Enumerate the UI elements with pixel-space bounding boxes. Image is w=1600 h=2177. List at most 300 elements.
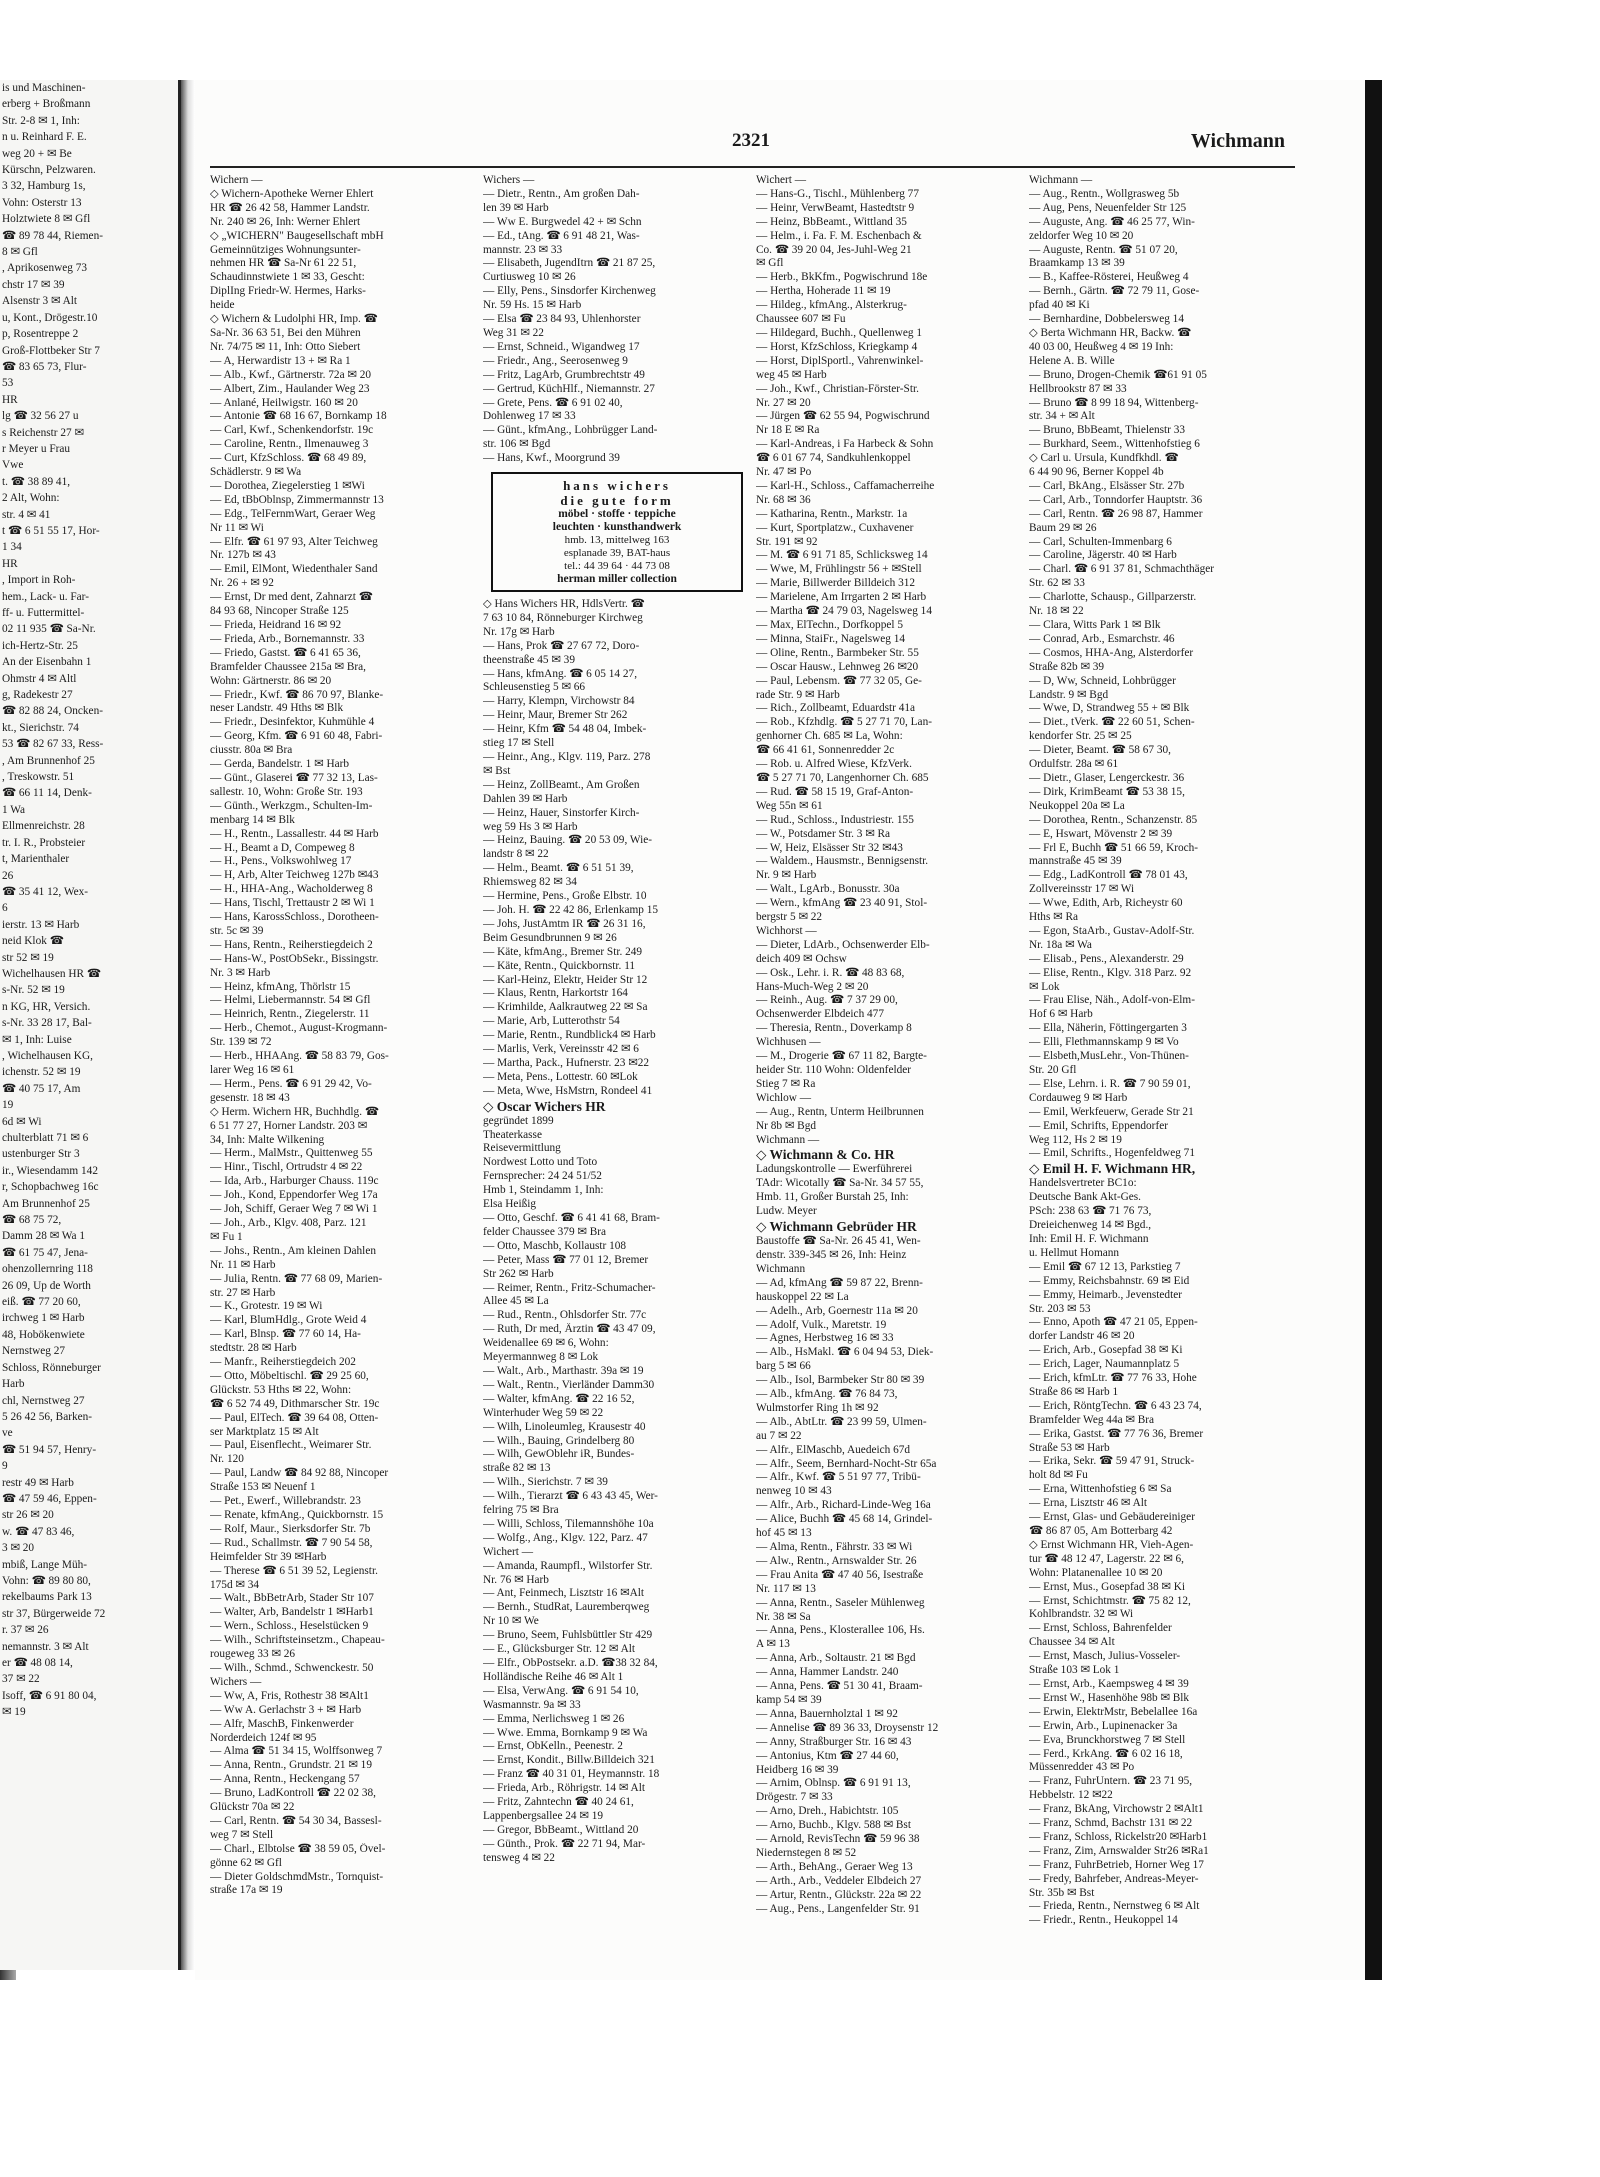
directory-entry: — Auguste, Ang. ☎ 46 25 77, Win- (1029, 215, 1195, 228)
directory-entry: straße 82 ✉ 13 (483, 1462, 551, 1475)
directory-entry: — Frau Elise, Näh., Adolf-von-Elm- (1029, 994, 1195, 1007)
directory-entry: felring 75 ✉ Bra (483, 1504, 559, 1517)
directory-entry: — Wwe, M, Frühlingstr 56 + ✉Stell (756, 563, 922, 576)
directory-entry: ◇ Wichern-Apotheke Werner Ehlert (210, 187, 374, 200)
directory-entry: — Arth., BehAng., Geraer Weg 13 (756, 1860, 913, 1873)
directory-entry: — Elfr., ObPostsekr. a.D. ☎38 32 84, (483, 1657, 658, 1669)
directory-entry: — B., Kaffee-Rösterei, Heußweg 4 (1029, 271, 1189, 284)
page-header (195, 130, 1285, 156)
directory-entry: Nr. 59 Hs. 15 ✉ Harb (483, 299, 582, 312)
directory-entry: — Erwin, Arb., Lupinenacker 3a (1029, 1719, 1178, 1732)
directory-entry: — Ww E. Burgwedel 42 + ✉ Schn (483, 215, 642, 228)
directory-entry: Nr 18 E ✉ Ra (756, 424, 820, 437)
directory-entry: — Friedr., Rentn., Heukoppel 14 (1029, 1914, 1178, 1927)
directory-entry: — Ed., tAng. ☎ 6 91 48 21, Was- (483, 229, 640, 242)
fragment-line: Vohn: ☎ 89 80 80, (2, 1574, 91, 1587)
directory-entry: Ludw. Meyer (756, 1205, 817, 1218)
directory-entry: gönne 62 ✉ Gfl (210, 1856, 282, 1869)
directory-entry: — Alfr., Arb., Richard-Linde-Weg 16a (756, 1499, 931, 1512)
directory-entry: menbarg 14 ✉ Blk (210, 813, 295, 826)
directory-entry: 34, Inh: Malte Wilkening (210, 1133, 325, 1146)
directory-entry: Nr. 120 (210, 1453, 244, 1466)
directory-entry: ◇ Herm. Wichern HR, Buchhdlg. ☎ (210, 1105, 379, 1118)
directory-entry: tensweg 4 ✉ 22 (483, 1851, 555, 1864)
directory-entry: bergstr 5 ✉ 22 (756, 911, 823, 924)
directory-entry: ✉ Fu 1 (210, 1230, 243, 1243)
directory-entry: — Rob. u. Alfred Wiese, KfzVerk. (756, 758, 912, 771)
directory-entry: — Rolf, Maur., Sierksdorfer Str. 7b (210, 1522, 371, 1535)
directory-entry: — Egon, StaArb., Gustav-Adolf-Str. (1029, 924, 1195, 937)
directory-entry: Hths ✉ Ra (1029, 911, 1079, 924)
directory-entry: str. 27 ✉ Harb (210, 1286, 276, 1299)
fragment-line: s-Nr. 33 28 17, Bal- (2, 1017, 92, 1030)
directory-entry: — W, Heiz, Elsässer Str 32 ✉43 (756, 841, 903, 854)
directory-entry: Rhiemsweg 82 ✉ 34 (483, 876, 577, 889)
directory-entry: — Wern., kfmAng ☎ 23 40 91, Stol- (756, 897, 928, 910)
fragment-line: weg 20 + ✉ Be (2, 147, 72, 160)
directory-entry: — M. ☎ 6 91 71 85, Schlicksweg 14 (756, 549, 928, 562)
directory-entry: — H., Rentn., Lassallestr. 44 ✉ Harb (210, 827, 379, 840)
directory-entry: PSch: 238 63 ☎ 71 76 73, (1029, 1205, 1152, 1218)
directory-entry: — Franz, FuhrUntern. ☎ 23 71 95, (1029, 1775, 1193, 1788)
directory-entry: — Charl., Elbtolse ☎ 38 59 05, Övel- (210, 1842, 386, 1855)
directory-entry: — Frau Anita ☎ 47 40 56, Isestraße (756, 1568, 924, 1581)
directory-entry: — Bruno, Seem, Fuhlsbüttler Str 429 (483, 1629, 653, 1642)
directory-entry: Gemeinnütziges Wohnungsunter- (210, 243, 361, 256)
directory-entry: — Alfr., Kwf. ☎ 5 51 97 77, Tribü- (756, 1471, 921, 1484)
directory-entry: — Renate, kfmAng., Quickbornstr. 15 (210, 1509, 384, 1521)
directory-entry: ☎ 6 52 74 49, Dithmarscher Str. 19c (210, 1397, 380, 1410)
fragment-line: 1 Wa (2, 803, 26, 816)
directory-entry: theenstraße 45 ✉ 39 (483, 653, 575, 666)
fragment-line: tr. I. R., Probsteier (2, 836, 86, 849)
directory-entry: — Manfr., Reiherstiegdeich 202 (210, 1356, 356, 1369)
directory-entry: ◇ Wichern & Ludolphi HR, Imp. ☎ (210, 313, 378, 326)
directory-entry: — Horst, DiplSportl., Vahrenwinkel- (756, 354, 924, 367)
fragment-line: HR (2, 393, 18, 406)
directory-entry: Zollvereinsstr 17 ✉ Wi (1029, 883, 1135, 896)
directory-entry: deich 409 ✉ Ochsw (756, 952, 847, 965)
directory-entry: 7 63 10 84, Rönneburger Kirchweg (483, 611, 643, 624)
directory-entry: — Wwe, D, Strandweg 55 + ✉ Blk (1029, 702, 1190, 715)
directory-entry: felder Chaussee 379 ✉ Bra (483, 1225, 607, 1238)
directory-entry: — Else, Lehrn. i. R. ☎ 7 90 59 01, (1029, 1077, 1191, 1090)
advertisement-line: hmb. 13, mittelweg 163 (564, 534, 670, 547)
directory-entry: 6 51 77 27, Horner Landstr. 203 ✉ (210, 1119, 368, 1132)
directory-entry: rougeweg 33 ✉ 26 (210, 1648, 296, 1661)
directory-entry: neser Landstr. 49 Hths ✉ Blk (210, 702, 344, 715)
surname-heading: Wichers — (483, 174, 535, 186)
directory-entry: pfad 40 ✉ Ki (1029, 299, 1090, 312)
fragment-line: 8 ✉ Gfl (2, 246, 38, 259)
directory-entry: gegründet 1899 (483, 1114, 554, 1127)
fragment-line: u, Kont., Drögestr.10 (2, 311, 98, 324)
directory-entry: — Harry, Klempn, Virchowstr 84 (483, 695, 635, 708)
directory-column-4 (1029, 174, 1297, 1928)
advertisement-line: herman miller collection (557, 573, 677, 586)
directory-entry: — Emmy, Reichsbahnstr. 69 ✉ Eid (1029, 1274, 1190, 1287)
advertisement-line: möbel · stoffe · teppiche (558, 508, 676, 521)
fragment-line: chulterblatt 71 ✉ 6 (2, 1132, 89, 1144)
directory-entry: — Karl, Blnsp. ☎ 77 60 14, Ha- (210, 1328, 361, 1341)
directory-entry: — Diet., tVerk. ☎ 22 60 51, Schen- (1029, 716, 1195, 729)
directory-entry: Str 262 ✉ Harb (483, 1267, 554, 1280)
directory-entry: — Elly, Pens., Sinsdorfer Kirchenweg (483, 285, 656, 298)
directory-entry: denstr. 339-345 ✉ 26, Inh: Heinz (756, 1248, 907, 1261)
directory-entry: — Rich., Zollbeamt, Eduardstr 41a (756, 702, 916, 715)
directory-entry: — Anna, Pens., Klosterallee 106, Hs. (756, 1624, 925, 1637)
directory-entry: — Emil, Schrifts., Hogenfeldweg 71 (1029, 1147, 1195, 1160)
directory-entry: Wichmann (756, 1262, 806, 1275)
directory-entry: Neukoppel 20a ✉ La (1029, 799, 1125, 812)
directory-entry: ✉ Lok (1029, 980, 1060, 993)
directory-entry: — Wilh., Tierarzt ☎ 6 43 43 45, Wer- (483, 1490, 658, 1503)
directory-entry: — Annelise ☎ 89 36 33, Droysenstr 12 (756, 1721, 939, 1734)
directory-entry: sallestr. 10, Wohn: Große Str. 193 (210, 785, 363, 798)
directory-entry: nenweg 10 ✉ 43 (756, 1485, 832, 1498)
directory-entry: — Heinz, Bauing. ☎ 20 53 09, Wie- (483, 834, 653, 847)
fragment-line: Groß-Flottbeker Str 7 (2, 344, 100, 357)
directory-entry: Straße 103 ✉ Lok 1 (1029, 1664, 1120, 1677)
directory-entry: stedtstr. 28 ✉ Harb (210, 1342, 297, 1355)
directory-entry: — Ww A. Gerlachstr 3 + ✉ Harb (210, 1703, 362, 1716)
fragment-line: s Reichenstr 27 ✉ (2, 426, 84, 439)
fragment-line: ☎ 66 11 14, Denk- (2, 787, 92, 800)
directory-entry: str. 34 + ✉ Alt (1029, 410, 1095, 423)
directory-entry: — Günth., Prok. ☎ 22 71 94, Mar- (483, 1837, 646, 1850)
surname-heading: Wichmann — (756, 1133, 820, 1146)
directory-entry: Str. 191 ✉ 92 (756, 535, 818, 548)
directory-entry: mannstr. 23 ✉ 33 (483, 243, 563, 256)
fragment-line: ustenburger Str 3 (2, 1148, 80, 1161)
directory-entry: — Ad, kfmAng ☎ 59 87 22, Brenn- (756, 1276, 923, 1289)
directory-entry: — Hans, Tischl, Trettaustr 2 ✉ Wi 1 (210, 897, 375, 910)
directory-entry: Straße 53 ✉ Harb (1029, 1441, 1110, 1454)
directory-entry: — Reimer, Rentn., Fritz-Schumacher- (483, 1281, 656, 1294)
directory-entry: — Arno, Buchb., Klgv. 588 ✉ Bst (756, 1819, 911, 1832)
directory-entry: zeldorfer Weg 10 ✉ 20 (1029, 229, 1134, 242)
directory-entry: Niedernstegen 8 ✉ 52 (756, 1846, 857, 1859)
directory-entry: — Paul, Landw ☎ 84 92 88, Nincoper (210, 1467, 389, 1480)
directory-entry: — Alb., Kwf., Gärtnerstr. 72a ✉ 20 (210, 368, 372, 381)
directory-entry: — Erna, Lisztstr 46 ✉ Alt (1029, 1497, 1148, 1510)
directory-entry: DiplIng Friedr-W. Hermes, Harks- (210, 285, 366, 298)
directory-entry: Str. 20 Gfl (1029, 1064, 1077, 1076)
directory-entry: — Julia, Rentn. ☎ 77 68 09, Marien- (210, 1272, 383, 1285)
directory-entry: Curtiusweg 10 ✉ 26 (483, 271, 576, 284)
directory-entry: — Heinr, Maur, Bremer Str 262 (483, 709, 628, 722)
directory-entry: — Elli, Flethmannskamp 9 ✉ Vo (1029, 1036, 1179, 1049)
directory-entry: — Karl, BlumHdlg., Grote Weid 4 (210, 1314, 367, 1327)
directory-entry: — Arnold, RevisTechn ☎ 59 96 38 (756, 1833, 920, 1846)
directory-entry: barg 5 ✉ 66 (756, 1360, 811, 1373)
directory-entry: Hmb 1, Steindamm 1, Inh: (483, 1184, 604, 1197)
directory-entry: Elsa Heißig (483, 1198, 537, 1211)
fragment-line: 3 32, Hamburg 1s, (2, 180, 86, 193)
advertisement-box (491, 472, 743, 592)
directory-entry: — Elsa ☎ 23 84 93, Uhlenhorster (483, 313, 641, 326)
directory-entry: — Alb., Isol, Barmbeker Str 80 ✉ 39 (756, 1374, 925, 1387)
fragment-line: n KG, HR, Versich. (2, 1000, 91, 1013)
directory-entry: — Wilh., Schmd., Schwenckestr. 50 (210, 1661, 374, 1674)
directory-entry: — Otto, Maschb, Kollaustr 108 (483, 1239, 627, 1252)
directory-entry: ✉ Gfl (756, 257, 784, 270)
directory-entry: — Karl-Heinz, Elektr, Heider Str 12 (483, 973, 648, 986)
directory-entry: — Therese ☎ 6 51 39 52, Legienstr. (210, 1564, 378, 1577)
directory-entry: — M., Drogerie ☎ 67 11 82, Bargte- (756, 1050, 927, 1063)
fragment-line: 26 (2, 869, 14, 882)
directory-entry: Nr. 47 ✉ Po (756, 466, 812, 479)
fragment-line: Schloss, Rönneburger (2, 1361, 101, 1374)
directory-entry: ◇ Emil H. F. Wichmann HR, (1029, 1161, 1196, 1177)
fragment-line: ichenstr. 52 ✉ 19 (2, 1066, 81, 1079)
fragment-line: ☎ 83 65 73, Flur- (2, 360, 87, 373)
directory-entry: — Joh., Arb., Klgv. 408, Parz. 121 (210, 1216, 367, 1229)
surname-heading: Wichern — (210, 174, 263, 186)
directory-entry: — Ella, Näherin, Föttingergarten 3 (1029, 1022, 1187, 1035)
directory-entry: Bramfelder Weg 44a ✉ Bra (1029, 1413, 1155, 1426)
directory-entry: — Rud. ☎ 58 15 19, Graf-Anton- (756, 785, 914, 798)
directory-entry: — H., Pens., Volkswohlweg 17 (210, 855, 352, 868)
directory-entry: — Rud., Schallmstr. ☎ 7 90 54 58, (210, 1536, 373, 1549)
directory-entry: — Wilh., Sierichstr. 7 ✉ 39 (483, 1476, 608, 1489)
directory-entry: — Johs., Rentn., Am kleinen Dahlen (210, 1244, 376, 1257)
directory-entry: — H., Beamt a D, Compeweg 8 (210, 841, 355, 854)
surname-heading: Wichert — (483, 1545, 534, 1558)
directory-entry: ciusstr. 80a ✉ Bra (210, 744, 293, 757)
directory-entry: Cordauweg 9 ✉ Harb (1029, 1091, 1128, 1104)
directory-entry: — H, Arb, Alter Teichweg 127b ✉43 (210, 869, 379, 882)
directory-entry: heider Str. 110 Wohn: Oldenfelder (756, 1064, 912, 1076)
directory-entry: larer Weg 16 ✉ 61 (210, 1064, 295, 1076)
directory-entry: — Heinr, VerwBeamt, Hastedtstr 9 (756, 201, 915, 214)
directory-entry: — Reinh., Aug. ☎ 7 37 29 00, (756, 994, 898, 1007)
directory-entry: ◇ Wichmann Gebrüder HR (756, 1219, 917, 1235)
directory-entry: — Marlis, Verk, Vereinsstr 42 ✉ 6 (483, 1043, 639, 1056)
fragment-line: str 37, Bürgerweide 72 (2, 1607, 106, 1620)
directory-entry: — Alma ☎ 51 34 15, Wolffsonweg 7 (210, 1745, 383, 1758)
directory-entry: — Alw., Rentn., Arnswalder Str. 26 (756, 1554, 917, 1567)
directory-entry: — E., Glücksburger Str. 12 ✉ Alt (483, 1643, 636, 1656)
directory-entry: Bramfelder Chaussee 215a ✉ Bra, (210, 660, 366, 673)
fragment-line: Alsenstr 3 ✉ Alt (2, 295, 78, 308)
directory-entry: Nr. 117 ✉ 13 (756, 1582, 816, 1595)
directory-entry: — Wwe. Emma, Bornkamp 9 ✉ Wa (483, 1726, 648, 1739)
directory-entry: Nr 10 ✉ We (483, 1615, 539, 1628)
directory-entry: — Osk., Lehr. i. R. ☎ 48 83 68, (756, 966, 905, 979)
directory-entry: str. 106 ✉ Bgd (483, 438, 551, 451)
directory-entry: — Waldem., Hausmstr., Bennigsenstr. (756, 855, 929, 868)
directory-entry: — Emil, Werkfeuerw, Gerade Str 21 (1029, 1105, 1194, 1118)
directory-entry: — Ruth, Dr med, Ärztin ☎ 43 47 09, (483, 1323, 656, 1336)
fragment-line: p, Rosentreppe 2 (2, 328, 79, 341)
directory-entry: — Carl, Rentn. ☎ 54 30 34, Bassesl- (210, 1814, 382, 1827)
directory-entry: — Anna, Pens. ☎ 51 30 41, Braam- (756, 1680, 923, 1693)
directory-entry: Nr. 38 ✉ Sa (756, 1610, 811, 1623)
fragment-line: Ohmstr 4 ✉ Altl (2, 672, 77, 685)
fragment-line: ☎ 89 78 44, Riemen- (2, 229, 103, 242)
directory-entry: — Clara, Witts Park 1 ✉ Blk (1029, 619, 1161, 631)
surname-heading: Wichhorst — (756, 924, 817, 937)
directory-entry: Hof 6 ✉ Harb (1029, 1008, 1093, 1021)
directory-entry: Wasmannstr. 9a ✉ 33 (483, 1698, 581, 1711)
directory-entry: 40 03 00, Heußweg 4 ✉ 19 Inh: (1029, 340, 1174, 353)
fragment-line: str 26 ✉ 20 (2, 1509, 54, 1522)
directory-entry: A ✉ 13 (756, 1638, 790, 1651)
directory-entry: Schaudinnstwiete 1 ✉ 33, Gescht: (210, 271, 365, 284)
directory-entry: — Joh., Kond, Eppendorfer Weg 17a (210, 1189, 378, 1202)
directory-entry: — Fritz, LagArb, Grumbrechtstr 49 (483, 368, 645, 381)
fragment-line: Damm 28 ✉ Wa 1 (2, 1230, 86, 1243)
directory-entry: Nr. 11 ✉ Harb (210, 1258, 276, 1271)
fragment-line: ☎ 82 88 24, Oncken- (2, 705, 103, 718)
directory-entry: — Oscar Hausw., Lehnweg 26 ✉20 (756, 660, 919, 673)
fragment-line: , Treskowstr. 51 (2, 771, 75, 784)
directory-entry: Straße 82b ✉ 39 (1029, 660, 1105, 673)
directory-entry: hof 45 ✉ 13 (756, 1527, 812, 1540)
directory-entry: — Hans, Prok ☎ 27 67 72, Doro- (483, 639, 640, 652)
directory-entry: Straße 86 ✉ Harb 1 (1029, 1385, 1119, 1398)
directory-entry: holt 8d ✉ Fu (1029, 1469, 1088, 1482)
directory-entry: Deutsche Bank Akt-Ges. (1029, 1191, 1142, 1204)
directory-entry: — Hans, kfmAng. ☎ 6 05 14 27, (483, 667, 638, 680)
directory-entry: — Elsa, VerwAng. ☎ 6 91 54 10, (483, 1684, 639, 1697)
directory-entry: str. 5c ✉ 39 (210, 924, 264, 937)
directory-entry: — Ernst, Masch, Julius-Vosseler- (1029, 1650, 1181, 1663)
directory-entry: Chaussee 34 ✉ Alt (1029, 1636, 1115, 1649)
directory-entry: — Marielene, Am Irrgarten 2 ✉ Harb (756, 591, 927, 604)
directory-entry: — Charlotte, Schausp., Gillparzerstr. (1029, 591, 1197, 604)
directory-entry: Nr. 127b ✉ 43 (210, 549, 276, 562)
directory-entry: 175d ✉ 34 (210, 1578, 260, 1591)
directory-entry: — Grete, Pens. ☎ 6 91 02 40, (483, 396, 623, 409)
directory-entry: Müssenredder 43 ✉ Po (1029, 1761, 1135, 1774)
directory-entry: — Ferd., KrkAng. ☎ 6 02 16 18, (1029, 1747, 1183, 1760)
directory-entry: — Helm., i. Fa. F. M. Eschenbach & (756, 229, 922, 242)
directory-entry: — Bruno ☎ 8 99 18 94, Wittenberg- (1029, 396, 1199, 409)
directory-entry: Weg 31 ✉ 22 (483, 326, 544, 339)
directory-entry: — Oline, Rentn., Barmbeker Str. 55 (756, 646, 919, 659)
fragment-line: Vwe (2, 459, 24, 472)
directory-entry: — Anna, Rentn., Heckengang 57 (210, 1773, 360, 1786)
directory-entry: straße 17a ✉ 19 (210, 1884, 283, 1897)
directory-entry: weg 7 ✉ Stell (210, 1828, 274, 1841)
fragment-line: 19 (2, 1099, 14, 1112)
directory-entry: — Bernh., Gärtn. ☎ 72 79 11, Gose- (1029, 285, 1200, 298)
directory-entry: — Wilh, Linoleumleg, Krausestr 40 (483, 1420, 646, 1433)
fragment-line: r, Schopbachweg 16c (2, 1181, 99, 1194)
directory-entry: weg 59 Hs 3 ✉ Harb (483, 820, 578, 833)
directory-entry: — D, Ww, Schneid, Lohbrügger (1029, 674, 1176, 687)
fragment-line: Ellmenreichstr. 28 (2, 820, 85, 833)
directory-entry: — Adolf, Vulk., Maretstr. 19 (756, 1318, 887, 1331)
directory-entry: — Bernhardine, Dobbelersweg 14 (1029, 313, 1184, 326)
directory-entry: — Wilh, GewOblehr iR, Bundes- (483, 1448, 635, 1461)
directory-entry: — Elfr. ☎ 61 97 93, Alter Teichweg (210, 535, 378, 548)
directory-entry: — Günt., kfmAng., Lohbrügger Land- (483, 424, 658, 437)
directory-entry: ◇ Carl u. Ursula, Kundfkhdl. ☎ (1029, 452, 1179, 465)
directory-entry: ☎ 6 01 67 74, Sandkuhlenkoppel (756, 452, 911, 465)
directory-entry: — Ernst W., Hasenhöhe 98b ✉ Blk (1029, 1691, 1190, 1704)
directory-entry: — Ernst, Dr med dent, Zahnarzt ☎ (210, 591, 373, 604)
directory-entry: — Alfr., ElMaschb, Auedeich 67d (756, 1443, 911, 1456)
directory-entry: — Dieter, Beamt. ☎ 58 67 30, (1029, 744, 1171, 757)
directory-entry: — Peter, Mass ☎ 77 01 12, Bremer (483, 1253, 649, 1266)
directory-entry: — Karl-Andreas, i Fa Harbeck & Sohn (756, 438, 934, 451)
fragment-line: 02 11 935 ☎ Sa-Nr. (2, 623, 96, 636)
directory-entry: — Carl, Schulten-Immenbarg 6 (1029, 535, 1172, 548)
fragment-line: t, Marienthaler (2, 853, 70, 866)
directory-entry: — Otto, Geschf. ☎ 6 41 41 68, Bram- (483, 1212, 660, 1224)
directory-entry: — Krimhilde, Aalkrautweg 22 ✉ Sa (483, 1001, 648, 1014)
directory-entry: — Carl, BkAng., Elsässer Str. 27b (1029, 479, 1185, 492)
directory-entry: — Ernst, Kondit., Billw.Billdeich 321 (483, 1754, 655, 1767)
directory-entry: — Walter, kfmAng. ☎ 22 16 52, (483, 1392, 635, 1405)
directory-entry: — Helmi, Liebermannstr. 54 ✉ Gfl (210, 994, 371, 1007)
fragment-line: 26 09, Up de Worth (2, 1279, 91, 1292)
directory-entry: Heidberg 16 ✉ 39 (756, 1763, 839, 1776)
directory-entry: Drögestr. 7 ✉ 33 (756, 1791, 833, 1804)
directory-entry: — Willi, Schloss, Tilemannshöhe 10a (483, 1517, 654, 1530)
directory-entry: — Meta, Wwe, HsMstrn, Rondeel 41 (483, 1084, 653, 1097)
directory-entry: — Erna, Wittenhofstieg 6 ✉ Sa (1029, 1483, 1172, 1496)
directory-entry: Nr. 18a ✉ Wa (1029, 938, 1092, 951)
directory-entry: — Bruno, BbBeamt, Thielenstr 33 (1029, 424, 1186, 437)
directory-entry: — Dirk, KrimBeamt ☎ 53 38 15, (1029, 785, 1185, 798)
directory-entry: — Hildeg., kfmAng., Alsterkrug- (756, 299, 907, 312)
fragment-line: 9 (2, 1460, 8, 1473)
directory-entry: — Frl E, Buchh ☎ 51 66 59, Kroch- (1029, 841, 1199, 854)
directory-entry: tur ☎ 48 12 47, Lagerstr. 22 ✉ 6, (1029, 1552, 1185, 1565)
directory-entry: — Ida, Arb., Harburger Chauss. 119c (210, 1175, 379, 1188)
directory-entry: HR ☎ 26 42 58, Hammer Landstr. (210, 201, 370, 214)
directory-entry: — Anna, Bauernholztal 1 ✉ 92 (756, 1707, 898, 1720)
directory-entry: — Herb., BkKfm., Pogwischrund 18e (756, 271, 928, 284)
directory-entry: Dahlen 39 ✉ Harb (483, 792, 568, 805)
fragment-line: ich-Hertz-Str. 25 (2, 639, 78, 652)
directory-entry: — Franz, BkAng, Virchowstr 2 ✉Alt1 (1029, 1803, 1204, 1816)
directory-entry: — Alice, Buchh ☎ 45 68 14, Grindel- (756, 1513, 933, 1526)
directory-entry: — Hans-W., PostObSekr., Bissingstr. (210, 952, 379, 965)
directory-entry: Lappenbergsallee 24 ✉ 19 (483, 1809, 603, 1822)
directory-entry: TAdr: Wicotally ☎ Sa-Nr. 34 57 55, (756, 1177, 924, 1190)
directory-entry: nehmen HR ☎ Sa-Nr 61 22 51, (210, 257, 357, 270)
directory-entry: — Pet., Ewerf., Willebrandstr. 23 (210, 1495, 361, 1508)
directory-entry: — Hertha, Hoherade 11 ✉ 19 (756, 285, 891, 298)
directory-entry: Schleusenstieg 5 ✉ 66 (483, 681, 586, 694)
directory-entry: — Ernst, ObKelln., Peenestr. 2 (483, 1740, 623, 1753)
directory-entry: — Elisabeth, JugendItrn ☎ 21 87 25, (483, 257, 656, 270)
directory-entry: — Emmy, Heimarb., Jevenstedter (1029, 1288, 1182, 1301)
directory-entry: Kohlbrandstr. 32 ✉ Wi (1029, 1608, 1134, 1621)
directory-entry: — A, Herwardistr 13 + ✉ Ra 1 (210, 354, 351, 367)
directory-entry: dorfer Landstr 46 ✉ 20 (1029, 1330, 1135, 1343)
running-head-word: Wichmann (1190, 130, 1285, 152)
fragment-line: , Wichelhausen KG, (2, 1049, 93, 1062)
directory-entry: 6 44 90 96, Berner Koppel 4b (1029, 466, 1164, 479)
directory-entry: — Alb., kfmAng. ☎ 76 84 73, (756, 1388, 898, 1401)
directory-entry: — Klaus, Rentn, Harkortstr 164 (483, 987, 628, 1000)
fragment-line: ☎ 68 75 72, (2, 1214, 62, 1227)
directory-entry: — Ernst, Schloss, Bahrenfelder (1029, 1622, 1172, 1635)
directory-entry: mannstraße 45 ✉ 39 (1029, 855, 1122, 868)
fragment-line: ✉ 19 (2, 1706, 26, 1719)
directory-entry: Ochsenwerder Elbdeich 477 (756, 1008, 884, 1021)
directory-entry: — Paul, ElTech. ☎ 39 64 08, Otten- (210, 1411, 379, 1424)
directory-entry: — Gerda, Bandelstr. 1 ✉ Harb (210, 758, 350, 771)
directory-entry: — Rud., Schloss., Industriestr. 155 (756, 813, 914, 826)
fragment-line: ff- u. Futtermittel- (2, 607, 85, 619)
